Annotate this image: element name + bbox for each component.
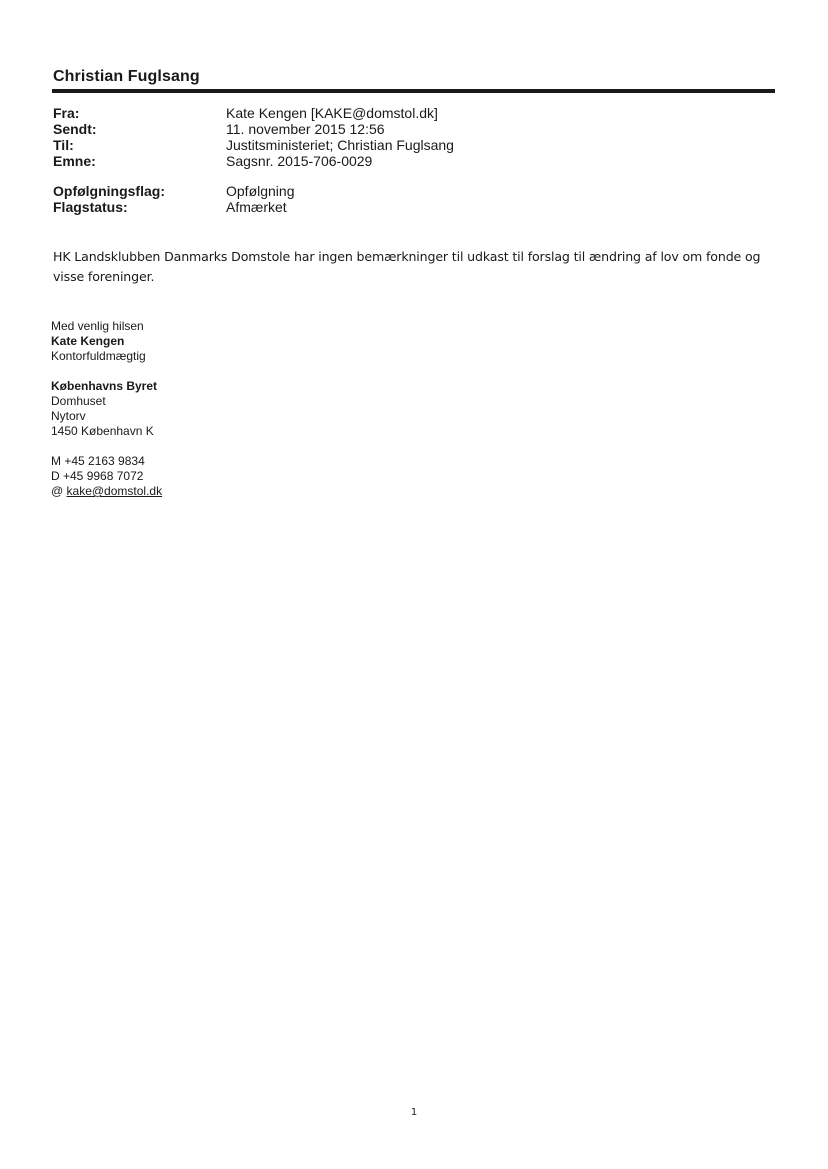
sent-value: 11. november 2015 12:56 [226, 121, 385, 137]
followup-flag-value: Opfølgning [226, 183, 295, 199]
subject-value: Sagsnr. 2015-706-0029 [226, 153, 373, 169]
email-signature [51, 319, 351, 499]
to-label: Til: [53, 137, 74, 153]
signature-email-line [51, 484, 351, 499]
from-label: Fra: [53, 105, 80, 121]
to-row [53, 137, 653, 153]
flag-status-value: Afmærket [226, 199, 287, 215]
signature-organization: Københavns Byret [51, 379, 158, 393]
signature-address-line: 1450 København K [51, 424, 154, 438]
signature-address-line: Nytorv [51, 409, 86, 423]
signature-name: Kate Kengen [51, 334, 125, 348]
page-number: 1 [410, 1107, 418, 1118]
signature-greeting: Med venlig hilsen [51, 319, 144, 333]
followup-flag-label: Opfølgningsflag: [53, 183, 165, 199]
email-body-line: HK Landsklubben Danmarks Domstole har ingen bemærkninger til udkast til forslag til ændring af lov om fonde og [53, 249, 761, 264]
from-row [53, 105, 653, 121]
signature-direct-phone: D +45 9968 7072 [51, 469, 144, 483]
subject-label: Emne: [53, 153, 96, 169]
from-value: Kate Kengen [KAKE@domstol.dk] [226, 105, 438, 121]
email-header-fields [53, 105, 653, 215]
signature-mobile: M +45 2163 9834 [51, 454, 145, 468]
flag-status-label: Flagstatus: [53, 199, 128, 215]
mailbox-owner-name: Christian Fuglsang [53, 68, 200, 85]
followup-flag-row [53, 183, 653, 199]
flag-status-row [53, 199, 653, 215]
signature-email-link[interactable]: kake@domstol.dk [66, 484, 163, 498]
sent-label: Sendt: [53, 121, 97, 137]
email-body-line: visse foreninger. [53, 269, 155, 284]
signature-address-line: Domhuset [51, 394, 106, 408]
email-body [53, 247, 773, 287]
to-value: Justitsministeriet; Christian Fuglsang [226, 137, 454, 153]
header-rule [52, 89, 775, 93]
subject-row [53, 153, 653, 169]
signature-title: Kontorfuldmægtig [51, 349, 146, 363]
signature-email-prefix: @ [51, 484, 67, 498]
sent-row [53, 121, 653, 137]
